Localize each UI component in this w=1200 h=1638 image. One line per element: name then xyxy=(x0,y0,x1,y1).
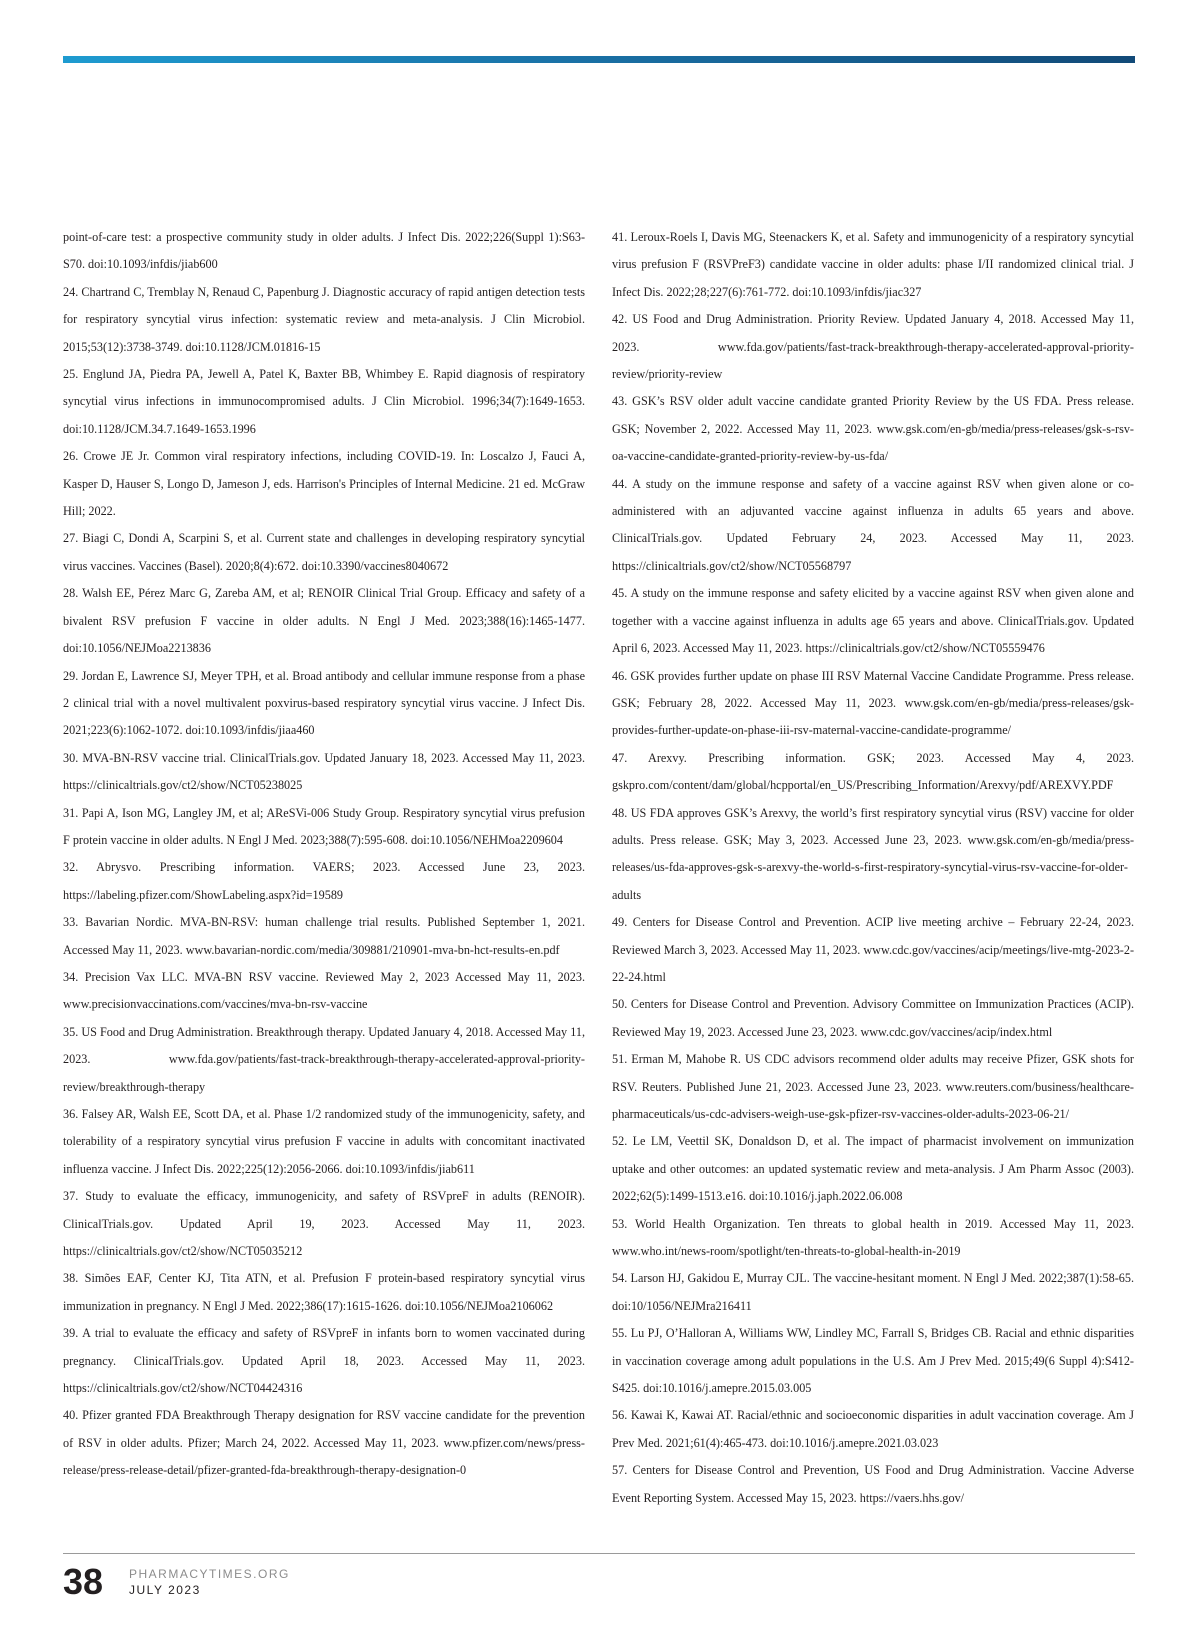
reference-item: 50. Centers for Disease Control and Prevention. Advisory Committee on Immunization Practices (ACIP). Reviewed May 19, 2023. Accessed June 23, 2023. www.cdc.gov/vaccines/acip/index.html xyxy=(612,997,1134,1039)
reference-item: 47. Arexvy. Prescribing information. GSK; 2023. Accessed May 4, 2023. gskpro.com/content/dam/global/hcpportal/en_US/Prescribing_Information/Arexvy/pdf/AREXVY.PDF xyxy=(612,750,1134,793)
reference-item: 29. Jordan E, Lawrence SJ, Meyer TPH, et al. Broad antibody and cellular immune response from a phase 2 clinical trial with a novel multivalent poxvirus-based respiratory syncytial virus vaccine. J Infect Dis. 2021;223(6):1062-1072. doi:10.1093/infdis/jiaa460 xyxy=(63,668,585,738)
reference-item: 30. MVA-BN-RSV vaccine trial. ClinicalTrials.gov. Updated January 18, 2023. Accessed May 11, 2023. https://clinicaltrials.gov/ct2/show/NCT05238025 xyxy=(63,750,585,793)
reference-item: 26. Crowe JE Jr. Common viral respiratory infections, including COVID-19. In: Loscalzo J, Fauci A, Kasper D, Hauser S, Longo D, Jameson J, eds. Harrison's Principles of Internal Medicine. 21 ed. McGraw Hill; 2022. xyxy=(63,449,585,519)
footer-divider xyxy=(63,1553,1135,1554)
page-number: 38 xyxy=(63,1561,104,1602)
issue-date: JULY 2023 xyxy=(129,1583,201,1597)
reference-item: 45. A study on the immune response and safety elicited by a vaccine against RSV when given alone and together with a vaccine against influenza in adults age 65 years and above. ClinicalTrials.gov. Updated April 6, 2023. Accessed May 11, 2023. https://clinicaltrials.gov/ct2/show/NCT05559476 xyxy=(612,586,1134,656)
reference-item: 31. Papi A, Ison MG, Langley JM, et al; AReSVi-006 Study Group. Respiratory syncytial virus prefusion F protein vaccine in older adults. N Engl J Med. 2023;388(7):595-608. doi:10.1056/NEHMoa2209604 xyxy=(63,805,585,847)
reference-item: 46. GSK provides further update on phase III RSV Maternal Vaccine Candidate Programme. Press release. GSK; February 28, 2022. Accessed May 11, 2023. www.gsk.com/en-gb/media/press-releases/gsk-provides-further-update-on-phase-iii-rsv-maternal-vaccine-candidate-programme/ xyxy=(612,668,1134,738)
reference-item: 40. Pfizer granted FDA Breakthrough Therapy designation for RSV vaccine candidate for the prevention of RSV in older adults. Pfizer; March 24, 2022. Accessed May 11, 2023. www.pfizer.com/news/press-release/press-release-detail/pfizer-granted-fda-breakthrough-therapy-designation-0 xyxy=(63,1408,585,1478)
references-left-column xyxy=(63,224,585,1485)
reference-item: 57. Centers for Disease Control and Prevention, US Food and Drug Administration. Vaccine Adverse Event Reporting System. Accessed May 15, 2023. https://vaers.hhs.gov/ xyxy=(612,1463,1134,1505)
reference-item: 24. Chartrand C, Tremblay N, Renaud C, Papenburg J. Diagnostic accuracy of rapid antigen detection tests for respiratory syncytial virus infection: systematic review and meta-analysis. J Clin Microbiol. 2015;53(12):3738-3749. doi:10.1128/JCM.01816-15 xyxy=(63,284,585,354)
reference-item: 32. Abrysvo. Prescribing information. VAERS; 2023. Accessed June 23, 2023. https://labeling.pfizer.com/ShowLabeling.aspx?id=19589 xyxy=(63,860,585,902)
reference-item: 35. US Food and Drug Administration. Breakthrough therapy. Updated January 4, 2018. Accessed May 11, 2023. www.fda.gov/patients/fast-track-breakthrough-therapy-accelerated-approval-priority-review/breakthrough-therapy xyxy=(63,1024,585,1094)
reference-item: 38. Simões EAF, Center KJ, Tita ATN, et al. Prefusion F protein-based respiratory syncytial virus immunization in pregnancy. N Engl J Med. 2022;386(17):1615-1626. doi:10.1056/NEJMoa2106062 xyxy=(63,1271,585,1313)
reference-item: 42. US Food and Drug Administration. Priority Review. Updated January 4, 2018. Accessed May 11, 2023. www.fda.gov/patients/fast-track-breakthrough-therapy-accelerated-approval-priority-review/priority-review xyxy=(612,312,1134,382)
reference-item: 39. A trial to evaluate the efficacy and safety of RSVpreF in infants born to women vaccinated during pregnancy. ClinicalTrials.gov. Updated April 18, 2023. Accessed May 11, 2023. https://clinicaltrials.gov/ct2/show/NCT04424316 xyxy=(63,1326,585,1396)
publication-name: PHARMACYTIMES.ORG xyxy=(129,1567,290,1581)
reference-item: 41. Leroux-Roels I, Davis MG, Steenackers K, et al. Safety and immunogenicity of a respiratory syncytial virus prefusion F (RSVPreF3) candidate vaccine in older adults: phase I/II randomized clinical trial. J Infect Dis. 2022;28;227(6):761-772. doi:10.1093/infdis/jiac327 xyxy=(612,230,1134,299)
reference-item: 25. Englund JA, Piedra PA, Jewell A, Patel K, Baxter BB, Whimbey E. Rapid diagnosis of respiratory syncytial virus infections in immunocompromised adults. J Clin Microbiol. 1996;34(7):1649-1653. doi:10.1128/JCM.34.7.1649-1653.1996 xyxy=(63,367,585,436)
reference-item: 53. World Health Organization. Ten threats to global health in 2019. Accessed May 11, 2023. www.who.int/news-room/spotlight/ten-threats-to-global-health-in-2019 xyxy=(612,1216,1134,1259)
reference-item: 34. Precision Vax LLC. MVA-BN RSV vaccine. Reviewed May 2, 2023 Accessed May 11, 2023. www.precisionvaccinations.com/vaccines/mva-bn-rsv-vaccine xyxy=(63,969,585,1012)
reference-item: 36. Falsey AR, Walsh EE, Scott DA, et al. Phase 1/2 randomized study of the immunogenicity, safety, and tolerability of a respiratory syncytial virus prefusion F vaccine in adults with concomitant inactivated influenza vaccine. J Infect Dis. 2022;225(12):2056-2066. doi:10.1093/infdis/jiab611 xyxy=(63,1107,585,1176)
reference-item: 33. Bavarian Nordic. MVA-BN-RSV: human challenge trial results. Published September 1, 2021. Accessed May 11, 2023. www.bavarian-nordic.com/media/309881/210901-mva-bn-hct-results-en.pdf xyxy=(63,915,585,957)
reference-item: 37. Study to evaluate the efficacy, immunogenicity, and safety of RSVpreF in adults (RENOIR). ClinicalTrials.gov. Updated April 19, 2023. Accessed May 11, 2023. https://clinicaltrials.gov/ct2/show/NCT05035212 xyxy=(63,1189,585,1259)
references-right-column xyxy=(612,224,1134,1512)
reference-item: 49. Centers for Disease Control and Prevention. ACIP live meeting archive – February 22-24, 2023. Reviewed March 3, 2023. Accessed May 11, 2023. www.cdc.gov/vaccines/acip/meetings/live-mtg-2023-2-22-24.html xyxy=(612,915,1135,984)
reference-item: 43. GSK’s RSV older adult vaccine candidate granted Priority Review by the US FDA. Press release. GSK; November 2, 2022. Accessed May 11, 2023. www.gsk.com/en-gb/media/press-releases/gsk-s-rsv-oa-vaccine-candidate-granted-priority-review-by-us-fda/ xyxy=(612,394,1134,464)
reference-item: point-of-care test: a prospective community study in older adults. J Infect Dis. 2022;226(Suppl 1):S63-S70. doi:10.1093/infdis/jiab600 xyxy=(63,230,585,272)
reference-item: 44. A study on the immune response and safety of a vaccine against RSV when given alone or co-administered with an adjuvanted vaccine against influenza in adults 65 years and above. ClinicalTrials.gov. Updated February 24, 2023. Accessed May 11, 2023. https://clinicaltrials.gov/ct2/show/NCT05568797 xyxy=(612,476,1134,573)
reference-item: 54. Larson HJ, Gakidou E, Murray CJL. The vaccine-hesitant moment. N Engl J Med. 2022;387(1):58-65. doi:10/1056/NEJMra216411 xyxy=(612,1271,1134,1313)
reference-item: 28. Walsh EE, Pérez Marc G, Zareba AM, et al; RENOIR Clinical Trial Group. Efficacy and safety of a bivalent RSV prefusion F vaccine in older adults. N Engl J Med. 2023;388(16):1465-1477. doi:10.1056/NEJMoa2213836 xyxy=(63,586,585,656)
reference-item: 48. US FDA approves GSK’s Arexvy, the world’s first respiratory syncytial virus (RSV) vaccine for older adults. Press release. GSK; May 3, 2023. Accessed June 23, 2023. www.gsk.com/en-gb/media/press-releases/us-fda-approves-gsk-s-arexvy-the-world-s-first-respiratory-syncytial-virus-rsv-vaccine-for-older-adults xyxy=(612,805,1134,902)
reference-item: 27. Biagi C, Dondi A, Scarpini S, et al. Current state and challenges in developing respiratory syncytial virus vaccines. Vaccines (Basel). 2020;8(4):672. doi:10.3390/vaccines8040672 xyxy=(63,531,585,573)
reference-item: 52. Le LM, Veettil SK, Donaldson D, et al. The impact of pharmacist involvement on immunization uptake and other outcomes: an updated systematic review and meta-analysis. J Am Pharm Assoc (2003). 2022;62(5):1499-1513.e16. doi:10.1016/j.japh.2022.06.008 xyxy=(612,1134,1134,1204)
reference-item: 51. Erman M, Mahobe R. US CDC advisors recommend older adults may receive Pfizer, GSK shots for RSV. Reuters. Published June 21, 2023. Accessed June 23, 2023. www.reuters.com/business/healthcare-pharmaceuticals/us-cdc-advisers-weigh-use-gsk-pfizer-rsv-vaccines-older-adults-2023-06-21/ xyxy=(612,1052,1134,1121)
reference-item: 56. Kawai K, Kawai AT. Racial/ethnic and socioeconomic disparities in adult vaccination coverage. Am J Prev Med. 2021;61(4):465-473. doi:10.1016/j.amepre.2021.03.023 xyxy=(612,1408,1134,1450)
header-accent-bar xyxy=(63,56,1135,63)
reference-item: 55. Lu PJ, O’Halloran A, Williams WW, Lindley MC, Farrall S, Bridges CB. Racial and ethnic disparities in vaccination coverage among adult populations in the U.S. Am J Prev Med. 2015;49(6 Suppl 4):S412-S425. doi:10.1016/j.amepre.2015.03.005 xyxy=(612,1326,1134,1396)
